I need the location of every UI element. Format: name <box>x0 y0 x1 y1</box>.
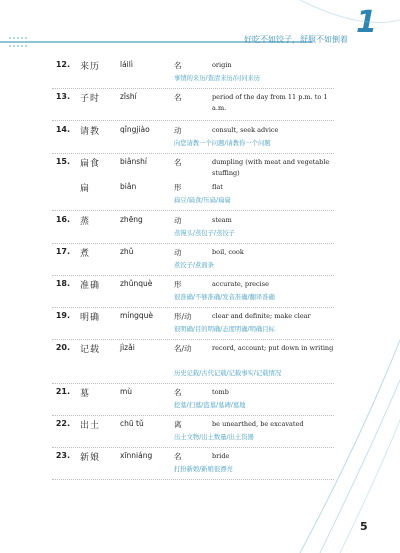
entry-pinyin: mù <box>120 387 133 396</box>
entry-definition: period of the day from 11 p.m. to 1 a.m. <box>212 93 328 112</box>
entry-pinyin: chū tǔ <box>120 419 144 428</box>
entry-part-of-speech: 名 <box>174 93 182 102</box>
entry-word: 新娘 <box>80 453 101 463</box>
entry-word: 子时 <box>80 94 101 104</box>
running-header <box>0 14 400 44</box>
entry-part-of-speech: 名 <box>174 452 182 461</box>
entry-pinyin: zhǔ <box>120 247 134 256</box>
entry-number: 17. <box>55 247 70 256</box>
page-number: 5 <box>360 520 368 533</box>
entry-pinyin: míngquè <box>120 311 154 320</box>
vocab-entry <box>52 451 334 480</box>
entry-word: 请教 <box>80 127 101 137</box>
entry-word: 出土 <box>80 421 101 431</box>
entry-pinyin: xīnniáng <box>120 451 153 460</box>
entry-example: 出土文物/出土数量/出土资器 <box>174 434 254 441</box>
entry-definition: steam <box>212 216 232 224</box>
entry-example: 煮饺子/煮面条 <box>174 262 214 269</box>
entry-word: 蒸 <box>80 217 91 227</box>
entry-number: 21. <box>55 387 70 396</box>
vocab-entry <box>52 387 334 416</box>
entry-part-of-speech: 名 <box>174 158 182 167</box>
entry-pinyin: zǐshí <box>120 92 137 101</box>
header-title: 好吃不如饺子，舒服不如倒着 <box>244 35 348 44</box>
entry-part-of-speech: 名 <box>174 61 182 70</box>
entry-pinyin: láilì <box>120 60 133 69</box>
entry-example: 很准确/不够准确/发音准确/翻译准确 <box>174 294 275 301</box>
chapter-number: 1 <box>356 5 377 40</box>
entry-example: 扁豆/扁食/压扁/扁扁 <box>174 197 231 204</box>
vocab-entry <box>52 343 334 384</box>
entry-definition: accurate, precise <box>212 280 269 288</box>
entry-definition: origin <box>212 61 232 69</box>
vocab-entry <box>52 157 334 181</box>
entry-word: 扁食 <box>80 159 101 169</box>
entry-example: 历史记载/古代记载/记载事实/记载情况 <box>174 370 282 377</box>
entry-definition: flat <box>212 183 223 191</box>
entry-example: 事情的来历/查清来历/问问来历 <box>174 75 261 82</box>
entry-part-of-speech: 动 <box>174 216 182 225</box>
entry-part-of-speech: 形/动 <box>174 312 192 321</box>
entry-example: 挖墓/扫墓/盗墓/墓碑/墓地 <box>174 402 246 409</box>
vocab-entry <box>52 125 334 154</box>
entry-pinyin: qǐngjiào <box>120 125 150 134</box>
entry-number: 19. <box>55 311 70 320</box>
entry-word: 来历 <box>80 62 101 72</box>
entry-word: 准确 <box>80 281 101 291</box>
entry-definition: clear and definite; make clear <box>212 312 311 320</box>
entry-definition: record, account; put down in writing <box>212 344 334 352</box>
vocab-entry <box>52 419 334 448</box>
entry-number: 14. <box>55 125 70 134</box>
entry-part-of-speech: 形 <box>174 183 182 192</box>
entry-word: 煮 <box>80 249 91 259</box>
entry-number: 18. <box>55 279 70 288</box>
entry-part-of-speech: 形 <box>174 280 182 289</box>
entry-pinyin: zhǔnquè <box>120 279 153 288</box>
vocab-entry <box>52 279 334 308</box>
entry-number: 12. <box>55 60 70 69</box>
entry-example: 打扮新娘/新娘很漂亮 <box>174 466 233 473</box>
entry-part-of-speech: 动 <box>174 126 182 135</box>
entry-part-of-speech: 动 <box>174 248 182 257</box>
entry-number: 15. <box>55 157 70 166</box>
entry-pinyin: biǎn <box>120 182 137 191</box>
entry-definition: consult, seek advice <box>212 126 279 134</box>
entry-number: 20. <box>55 343 70 352</box>
entry-word: 墓 <box>80 389 91 399</box>
entry-word: 明确 <box>80 313 101 323</box>
entry-definition: tomb <box>212 388 229 396</box>
entry-number: 16. <box>55 215 70 224</box>
entry-definition: boil, cook <box>212 248 244 256</box>
vocab-entry <box>52 311 334 340</box>
entry-number: 22. <box>55 419 70 428</box>
entry-example: 蒸馒头/蒸包子/蒸饺子 <box>174 230 235 237</box>
entry-example: 向您请教一个问题/请教你一个问题 <box>174 140 271 147</box>
entry-part-of-speech: 名 <box>174 388 182 397</box>
vocab-entry <box>52 182 334 211</box>
vocab-entry <box>52 215 334 244</box>
entry-pinyin: zhēng <box>120 215 143 224</box>
entry-part-of-speech: 离 <box>174 420 182 429</box>
entry-number: 23. <box>55 451 70 460</box>
entry-word: 扁 <box>80 184 91 194</box>
entry-definition: bride <box>212 452 230 460</box>
entry-part-of-speech: 名/动 <box>174 344 192 353</box>
entry-number: 13. <box>55 92 70 101</box>
vocab-entry <box>52 92 334 121</box>
entry-pinyin: jìzǎi <box>120 343 135 352</box>
entry-definition: be unearthed, be excavated <box>212 420 304 428</box>
vocab-entry <box>52 247 334 276</box>
entry-definition: dumpling (with meat and vegetable stuffing) <box>212 158 330 177</box>
entry-pinyin: biǎnshí <box>120 157 147 166</box>
entry-word: 记载 <box>80 345 101 355</box>
entry-example: 很明确/目的明确/态度明确/明确目标 <box>174 326 275 333</box>
vocab-entry <box>52 60 334 89</box>
